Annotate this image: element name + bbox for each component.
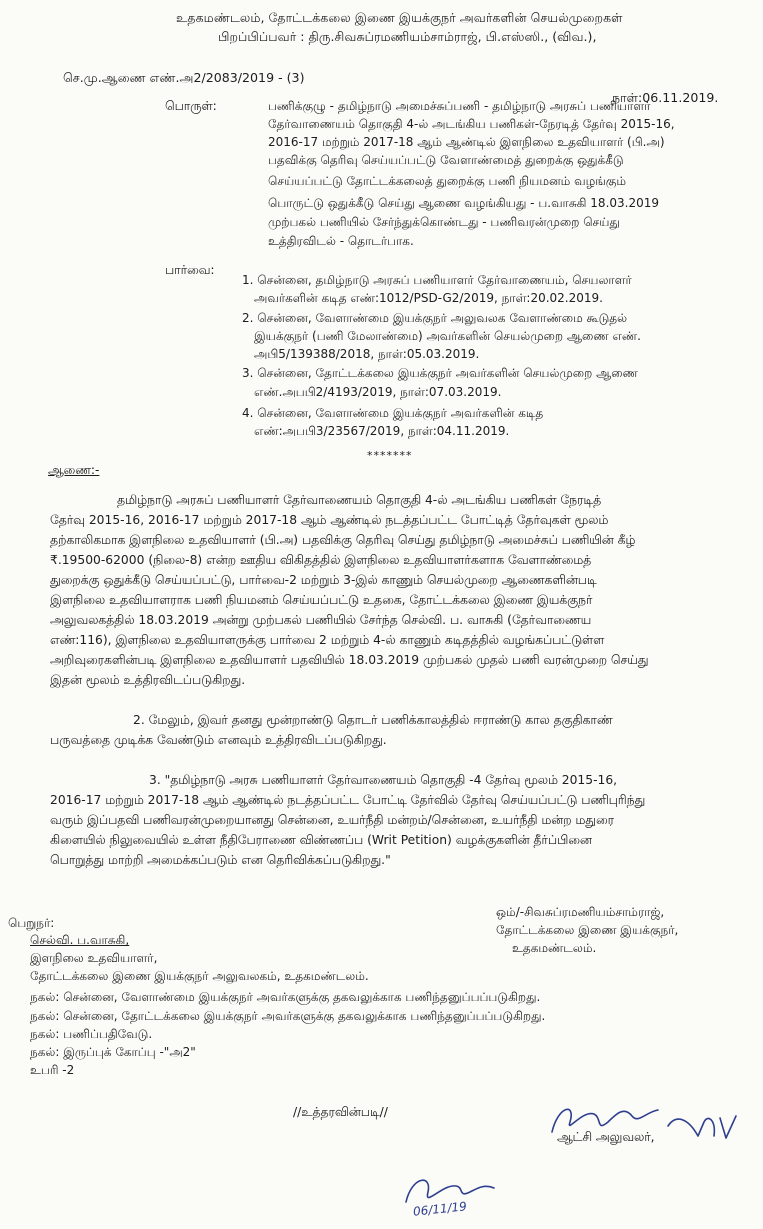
header-line-1: உதகமண்டலம், தோட்டக்கலை இணை இயக்குநர் அவர்களின் செயல்முறைகள் (176, 10, 623, 25)
subject-line: உத்திரவிடல் - தொடர்பாக. (268, 234, 414, 248)
copy-line: உபரி -2 (30, 1063, 75, 1077)
order-line: பருவத்தை முடிக்க வேண்டும் எனவும் உத்திரவிடப்படுகிறது. (50, 733, 387, 747)
subject-line: முற்பகல் பணியில் சேர்ந்துக்கொண்டது - பணிவரன்முறை செய்து (268, 215, 620, 229)
reference-line: அவர்களின் கடித எண்:1012/PSD-G2/2019, நாள்:20.02.2019. (254, 291, 603, 305)
by-order: //உத்தரவின்படி// (293, 1105, 388, 1119)
order-number: செ.மு.ஆணை எண்.அ2/2083/2019 - (3) (63, 70, 305, 85)
copy-line: நகல்: பணிப்பதிவேடு. (30, 1027, 153, 1041)
separator: ******* (367, 449, 413, 462)
order-date: நாள்:06.11.2019. (612, 90, 719, 105)
order-line: இளநிலை உதவியாளராக பணி நியமனம் செய்யப்பட்டு உதகை, தோட்டக்கலை இணை இயக்குநர் (50, 593, 593, 607)
reference-line: எண்:அபபி3/23567/2019, நாள்:04.11.2019. (254, 424, 510, 438)
order-line: இதன் மூலம் உத்திரவிடப்படுகிறது. (50, 673, 246, 687)
order-line: கிளையில் நிலுவையில் உள்ள நீதிபேராணை விண்ணப்ப (Writ Petition) வழக்குகளின் தீர்ப்பினை (50, 833, 592, 847)
subject-line: பணிக்குழு - தமிழ்நாடு அமைச்சுப்பணி - தமிழ்நாடு அரசுப் பணியாளர் (268, 99, 651, 113)
subject-line: பதவிக்கு தெரிவு செய்யப்பட்டு வேளாண்மைத் துறைக்கு ஒதுக்கீடு (268, 153, 624, 167)
reference-line: இயக்குநர் (பணி மேலாண்மை) அவர்களின் செயல்முறை ஆணை எண். (254, 329, 641, 343)
order-line: தற்காலிகமாக இளநிலை உதவியாளர் (பி.அ) பதவிக்கு தெரிவு செய்து தமிழ்நாடு அமைச்சுப் பணியின் கீழ் (50, 533, 636, 547)
copy-line: நகல்: சென்னை, வேளாண்மை இயக்குநர் அவர்களுக்கு தகவலுக்காக பணிந்தனுப்பப்படுகிறது. (30, 990, 541, 1004)
reference-line: 2. சென்னை, வேளாண்மை இயக்குநர் அலுவலக வேளாண்மை கூடுதல் (242, 311, 628, 325)
order-label: ஆணை:- (48, 463, 100, 477)
order-line: 3. "தமிழ்நாடு அரசு பணியாளர் தேர்வாணையம் தொகுதி -4 தேர்வு மூலம் 2015-16, (149, 773, 618, 787)
subject-line: 2016-17 மற்றும் 2017-18 ஆம் ஆண்டில் இளநிலை உதவியாளர் (பி.அ) (268, 135, 665, 149)
order-line: துறைக்கு ஒதுக்கீடு செய்யப்பட்டு, பார்வை-2 மற்றும் 3-இல் காணும் செயல்முறை ஆணைகளின்படி (50, 573, 597, 587)
order-line: அலுவலகத்தில் 18.03.2019 அன்று முற்பகல் பணியில் சேர்ந்த செல்வி. ப. வாசுகி (தேர்வாணைய (50, 613, 592, 627)
subject-label: பொருள்: (165, 99, 217, 113)
recipient-label: பெறுநர்: (8, 916, 55, 930)
recipient-line: இளநிலை உதவியாளர், (30, 951, 158, 965)
signatory-place: உதகமண்டலம். (512, 941, 597, 955)
reference-label: பார்வை: (165, 263, 215, 277)
reference-line: 4. சென்னை, வேளாண்மை இயக்குநர் அவர்களின் கடித (242, 406, 544, 420)
recipient-line: தோட்டக்கலை இணை இயக்குநர் அலுவலகம், உதகமண்டலம். (30, 969, 369, 983)
order-line: எண்:116), இளநிலை உதவியாளருக்கு பார்வை 2 மற்றும் 4-ல் காணும் கடிதத்தில் வழங்கப்பட்டுள்ள (50, 633, 605, 647)
order-line: வரும் இப்பதவி பணிவரன்முறையானது சென்னை, உயர்நீதி மன்றம்/சென்னை, உயர்நீதி மன்ற மதுரை (50, 813, 614, 827)
reference-line: எண்.அபபி2/4193/2019, நாள்:07.03.2019. (254, 385, 502, 399)
signatory-name: ஒம்/-சிவசுப்ரமணியம்சாம்ராஜ், (496, 905, 665, 919)
order-line: ₹.19500-62000 (நிலை-8) என்ற ஊதிய விகிதத்தில் இளநிலை உதவியாளர்களாக வேளாண்மைத் (50, 553, 592, 567)
subject-line: பொருட்டு ஒதுக்கீடு செய்து ஆணை வழங்கியது - ப.வாசுகி 18.03.2019 (268, 196, 660, 210)
subject-line: தேர்வாணையம் தொகுதி 4-ல் அடங்கிய பணிகள்-நேரடித் தேர்வு 2015-16, (268, 117, 675, 131)
order-line: தமிழ்நாடு அரசுப் பணியாளர் தேர்வாணையம் தொகுதி 4-ல் அடங்கிய பணிகள் நேரடித் (117, 493, 602, 507)
copy-line: நகல்: இருப்புக் கோப்பு -"அ2" (30, 1045, 196, 1059)
order-line: 2016-17 மற்றும் 2017-18 ஆம் ஆண்டில் நடத்தப்பட்ட போட்டி தேர்வில் தேர்வு செய்யப்பட்டு பணிபுரிந்து (50, 793, 646, 807)
header-line-2: பிறப்பிப்பவர் : திரு.சிவசுப்ரமணியம்சாம்ராஜ், பி.எஸ்ஸி., (விவ.), (218, 29, 597, 44)
order-line: அறிவுரைகளின்படி இளநிலை உதவியாளர் பதவியில் 18.03.2019 முற்பகல் முதல் பணி வரன்முறை செய்து (50, 653, 649, 667)
signatory-title: தோட்டக்கலை இணை இயக்குநர், (496, 923, 679, 937)
office-role: ஆட்சி அலுவலர், (557, 1130, 655, 1144)
handwritten-date: 06/11/19 (412, 1199, 468, 1219)
signature-mark (548, 1092, 748, 1152)
reference-line: அபி5/139388/2018, நாள்:05.03.2019. (254, 347, 480, 361)
reference-line: 3. சென்னை, தோட்டக்கலை இயக்குநர் அவர்களின் செயல்முறை ஆணை (242, 366, 638, 380)
order-line: பொறுத்து மாற்றி அமைக்கப்படும் என தெரிவிக்கப்படுகிறது." (50, 853, 391, 867)
order-line: தேர்வு 2015-16, 2016-17 மற்றும் 2017-18 ஆம் ஆண்டில் நடத்தப்பட்ட போட்டித் தேர்வுகள் மூலம் (50, 513, 609, 527)
copy-line: நகல்: சென்னை, தோட்டக்கலை இயக்குநர் அவர்களுக்கு தகவலுக்காக பணிந்தனுப்பப்படுகிறது. (30, 1009, 546, 1023)
subject-line: செய்யப்பட்டு தோட்டக்கலைத் துறைக்கு பணி நியமனம் வழங்கும் (268, 174, 627, 188)
order-line: 2. மேலும், இவர் தனது மூன்றாண்டு தொடர் பணிக்காலத்தில் ஈராண்டு கால தகுதிகாண் (133, 713, 613, 727)
reference-line: 1. சென்னை, தமிழ்நாடு அரசுப் பணியாளர் தேர்வாணையம், செயலாளர் (242, 273, 632, 287)
recipient-name: செல்வி. ப.வாசுகி, (30, 933, 130, 947)
